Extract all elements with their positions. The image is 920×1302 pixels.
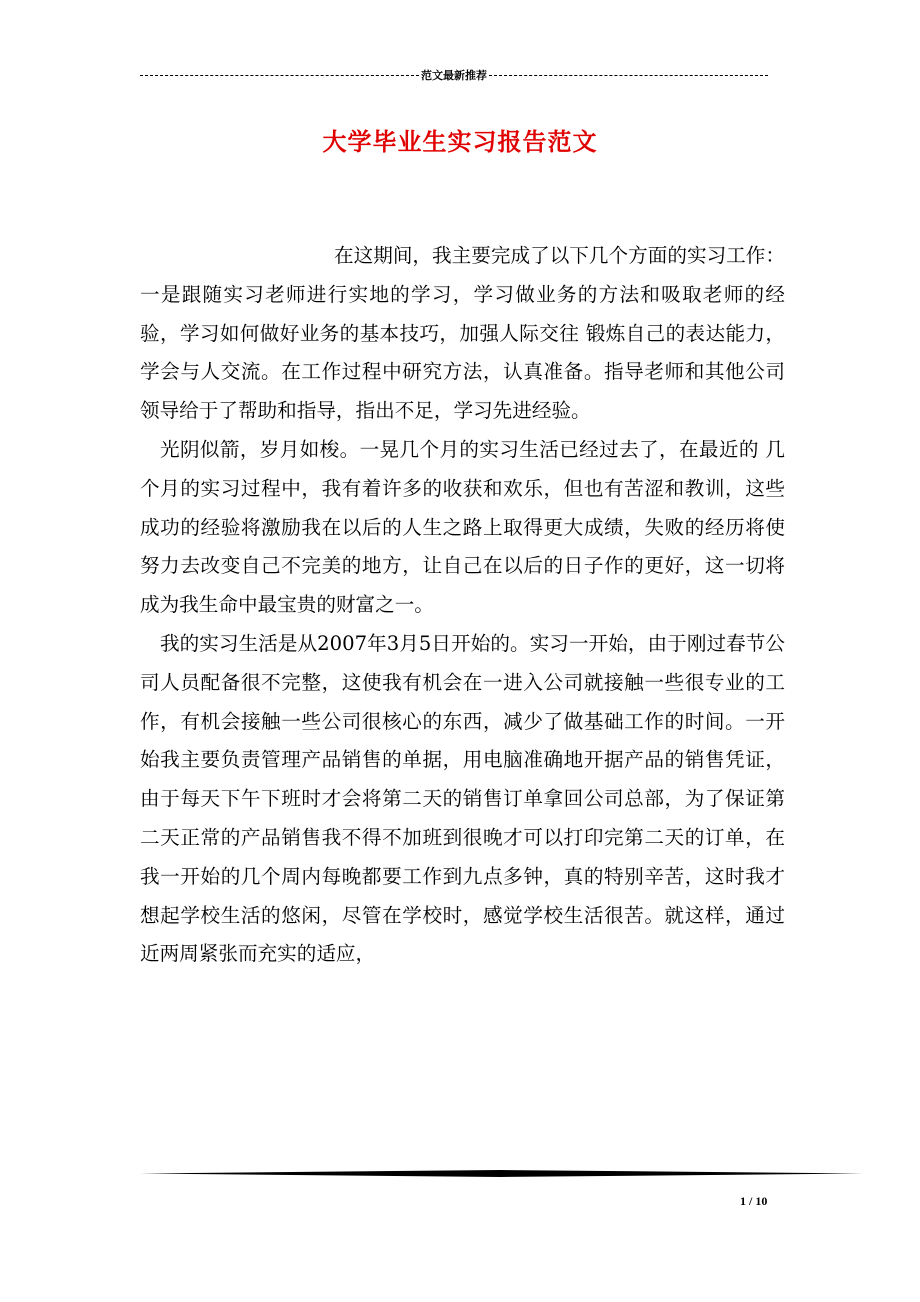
document-title: 大学毕业生实习报告范文 [322, 128, 598, 156]
header-dash-left [140, 75, 419, 76]
header-dash-right [489, 75, 768, 76]
paragraph: 在这期间，我主要完成了以下几个方面的实习工作：一是跟随实习老师进行实地的学习，学习做业务的方法和吸取老师的经验，学习如何做好业务的基本技巧，加强人际交往 锻炼自己的表达能力，学会与人交流。在工作过程中研究方法，认真准备。指导老师和其他公司领导给于了帮助和指导，指出不足，学习先进经验。 [140, 244, 785, 423]
header-label: 范文最新推荐 [421, 69, 487, 82]
paragraph: 我的实习生活是从2007年3月5日开始的。实习一开始，由于刚过春节公司人员配备很不完整，这使我有机会在一进入公司就接触一些很专业的工作，有机会接触一些公司很核心的东西，减少了做基础工作的时间。一开始我主要负责管理产品销售的单据，用电脑准确地开据产品的销售凭证，由于每天下午下班时才会将第二天的销售订单拿回公司总部，为了保证第二天正常的产品销售我不得不加班到很晚才可以打印完第二天的订单，在我一开始的几个周内每晚都要工作到九点多钟，真的特别辛苦，这时我才想起学校生活的悠闲，尽管在学校时，感觉学校生活很苦。就这样，通过近两周紧张而充实的适应， [140, 631, 785, 966]
paragraph: 光阴似箭，岁月如梭。一晃几个月的实习生活已经过去了，在最近的 几个月的实习过程中，我有着许多的收获和欢乐，但也有苦涩和教训，这些成功的经验将激励我在以后的人生之路上取得更大成绩，失败的经历将使努力去改变自己不完美的地方，让自己在以后的日子作的更好，这一切将成为我生命中最宝贵的财富之一。 [140, 437, 785, 617]
footer-divider [140, 1170, 863, 1177]
page-number: 1 / 10 [740, 1194, 768, 1208]
page-header [140, 66, 768, 84]
document-body [140, 237, 785, 974]
